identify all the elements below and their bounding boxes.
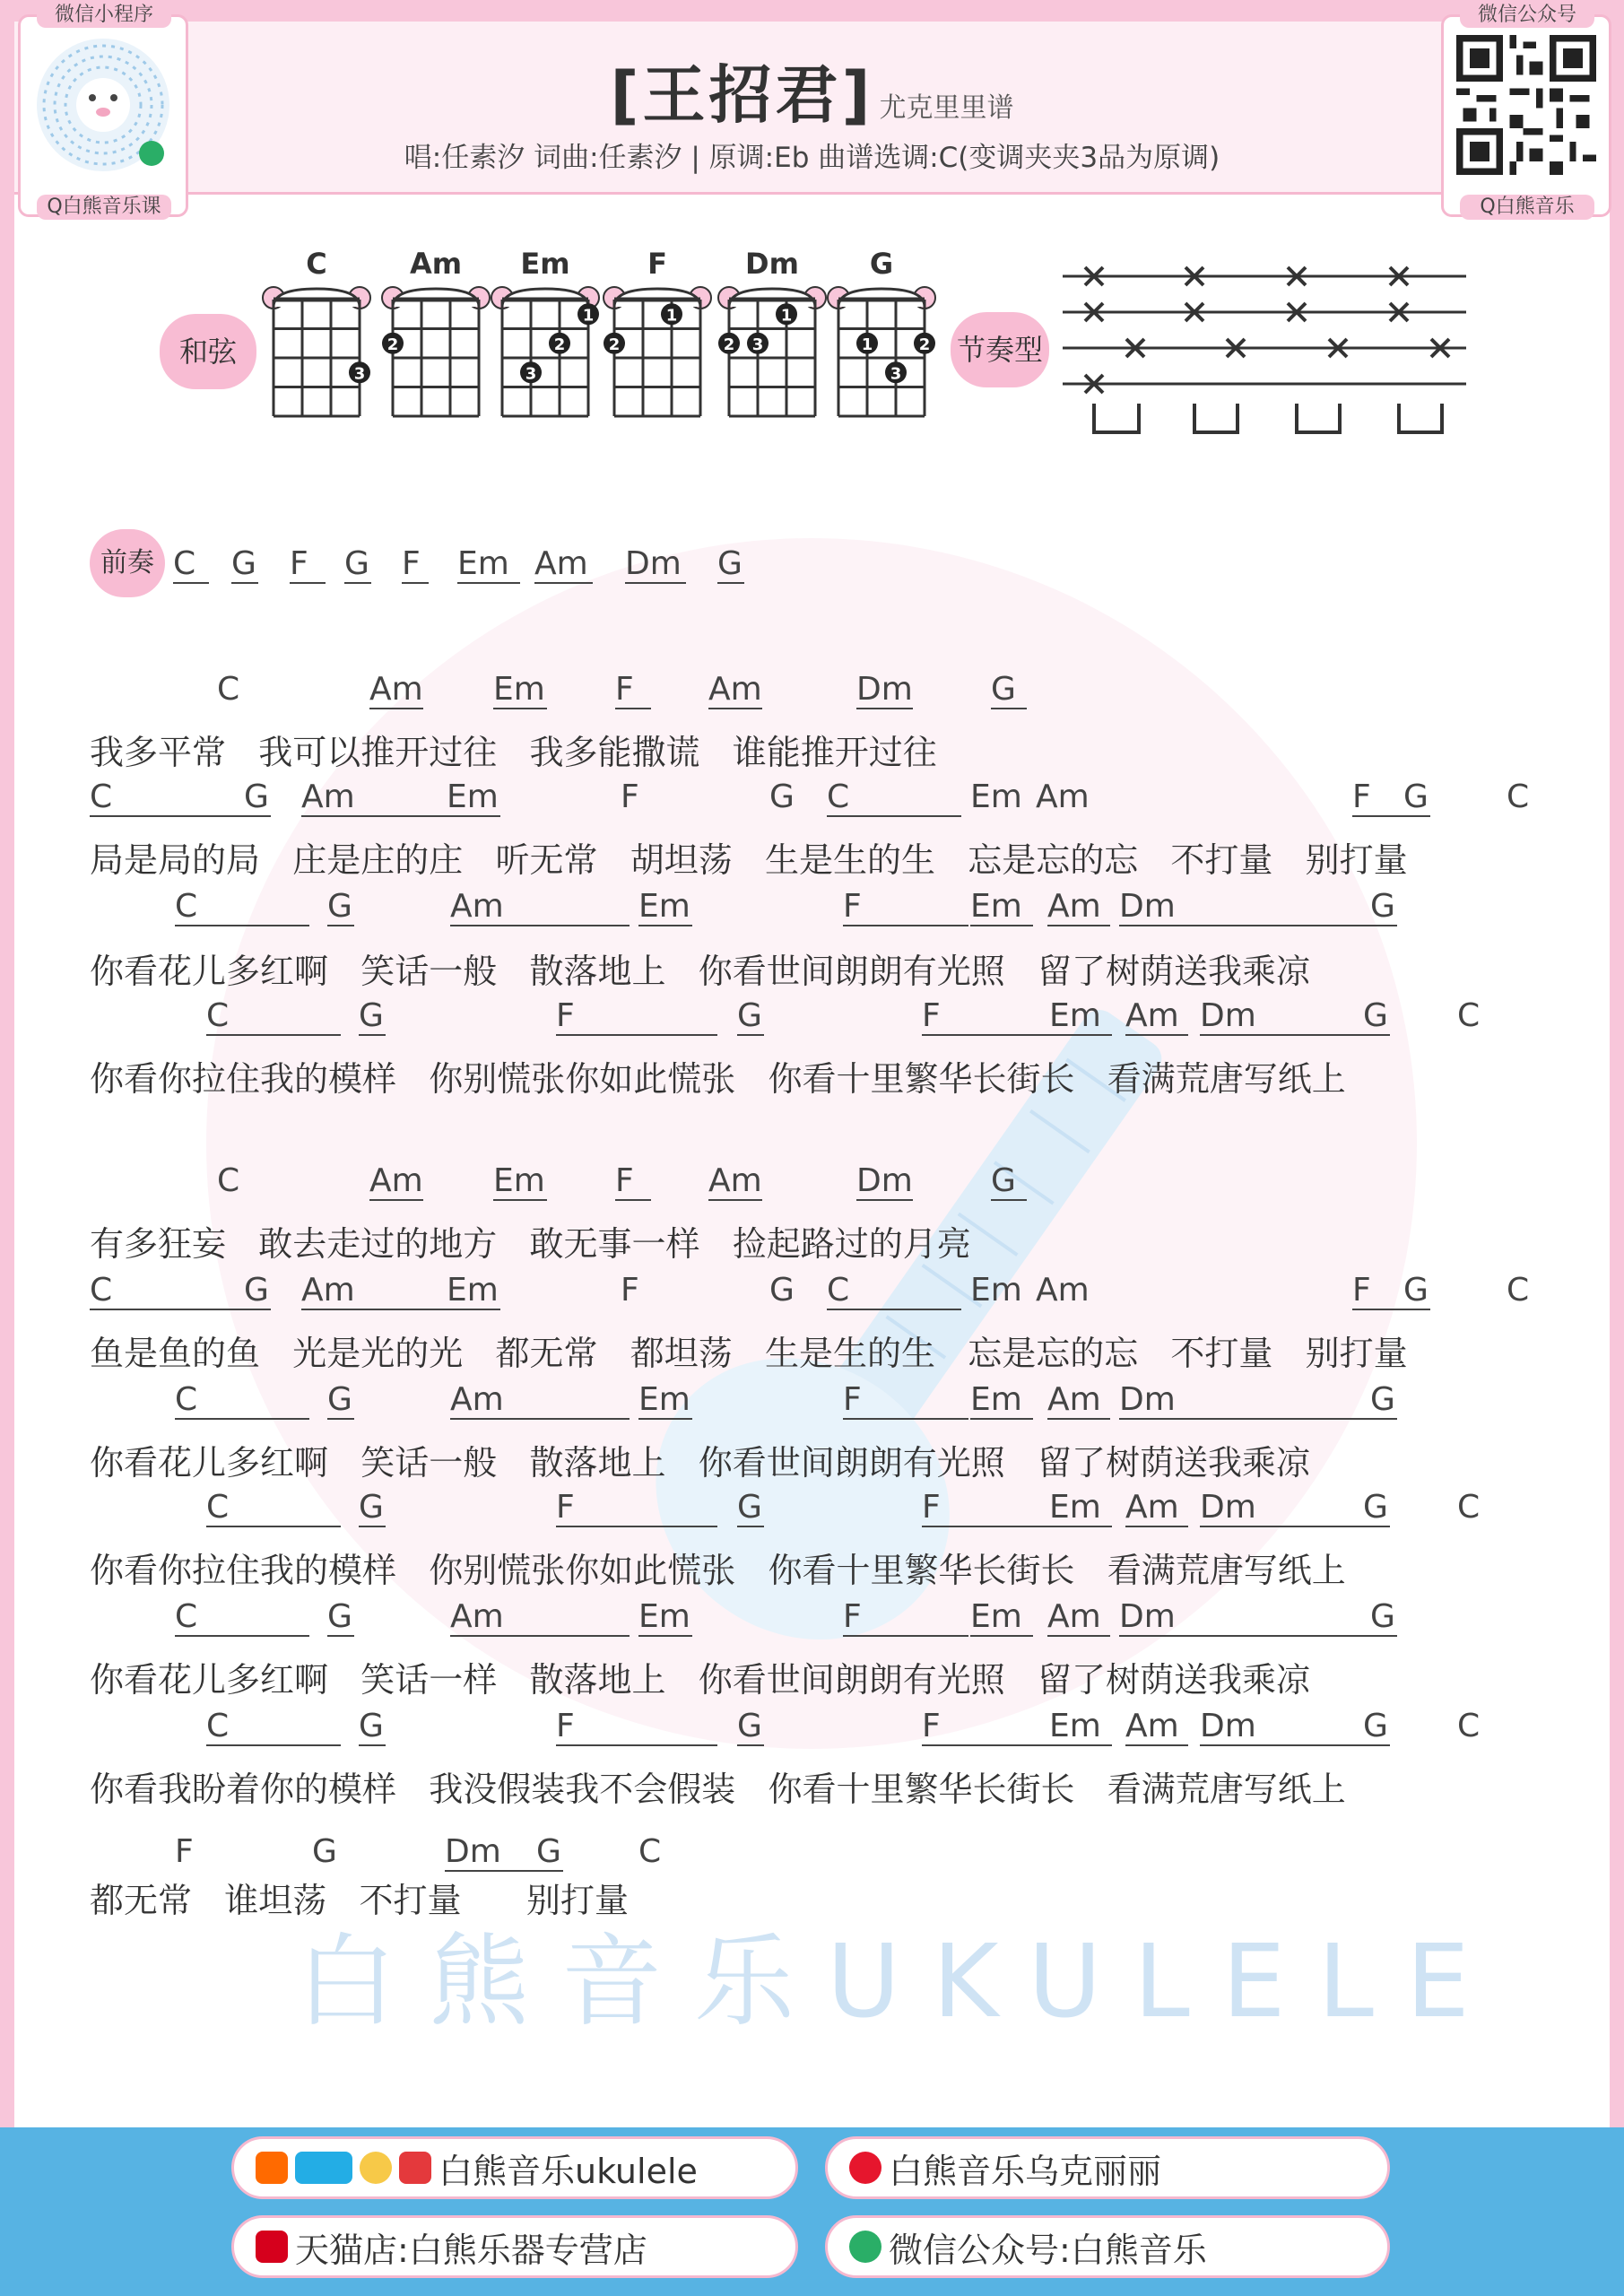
song-chord: G [1363, 1708, 1390, 1746]
chord-diagrams [260, 242, 942, 430]
svg-text:1: 1 [780, 306, 793, 326]
chord-row [0, 997, 1624, 1033]
left-border [0, 0, 14, 2135]
song-chord: G [737, 1708, 764, 1746]
song-chord: G [327, 1381, 354, 1420]
song-chord: G [244, 778, 271, 817]
qr-label-bottom: Q白熊音乐 [1460, 195, 1594, 220]
song-chord: F [843, 888, 968, 926]
chord-diagram-f [604, 247, 711, 416]
lyric-line: 都无常 谁坦荡 不打量 别打量 [90, 1881, 629, 1920]
lyric-line: 你看花儿多红啊 笑话一样 散落地上 你看世间朗朗有光照 留了树荫送我乘凉 [90, 1660, 1310, 1700]
song-chord: G [769, 1272, 795, 1309]
svg-text:2: 2 [918, 335, 931, 354]
song-chord: Dm [1119, 1598, 1370, 1637]
chord-name: G [869, 247, 894, 281]
lyric-line: 你看我盼着你的模样 我没假装我不会假装 你看十里繁华长街长 看满荒唐写纸上 [90, 1770, 1346, 1809]
song-chord: Em [638, 1381, 692, 1420]
song-chord: Am [450, 1598, 630, 1637]
song-chord: Am [369, 1162, 423, 1199]
song-chord: C [1507, 778, 1530, 815]
song-chord: F [556, 997, 717, 1036]
song-chord: Em [970, 778, 1022, 815]
weibo-icon [849, 2152, 881, 2184]
song-chord: C [1457, 1489, 1481, 1526]
song-chord: Em [493, 671, 547, 709]
chord-row [0, 778, 1624, 814]
song-chord: Em [447, 778, 500, 817]
svg-text:2: 2 [723, 335, 735, 354]
song-chord: G [737, 997, 764, 1036]
song-chord: F [621, 778, 639, 815]
svg-text:2: 2 [553, 335, 566, 354]
song-chord: Dm [1200, 997, 1388, 1036]
lyric-line: 你看花儿多红啊 笑话一般 散落地上 你看世间朗朗有光照 留了树荫送我乘凉 [90, 952, 1310, 991]
song-chord: C [206, 997, 341, 1036]
song-chord: Am [450, 888, 630, 926]
chord-name: C [306, 247, 327, 281]
chord-row [0, 1708, 1624, 1744]
song-chord: C [175, 888, 309, 926]
song-chord: Am [1125, 1708, 1188, 1746]
song-chord: Em [970, 1272, 1022, 1309]
song-chord: G [1370, 888, 1397, 926]
song-chord: C [827, 1272, 961, 1310]
song-chord: G [769, 778, 795, 815]
song-chord: F [1352, 778, 1424, 817]
chord-name: F [647, 247, 667, 281]
chord-name: Dm [745, 247, 799, 281]
song-chord: G [244, 1272, 271, 1310]
song-chord: G [327, 1598, 354, 1637]
song-chord: Dm [1119, 1381, 1370, 1420]
song-chord: Dm [445, 1833, 563, 1872]
tmall-icon [256, 2231, 288, 2263]
svg-text:3: 3 [890, 364, 902, 384]
song-chord: F [922, 1489, 1065, 1527]
song-chord: C [206, 1708, 341, 1746]
song-chord: Em [638, 1598, 692, 1637]
tmall-pill[interactable] [231, 2215, 798, 2278]
intro-chord: Em [457, 545, 520, 584]
song-chord: C [1507, 1272, 1530, 1309]
song-chord: F [621, 1272, 639, 1309]
platform-account-name: 白熊音乐ukulele [439, 2151, 698, 2191]
chord-name: Em [520, 247, 570, 281]
song-chord: G [359, 1708, 386, 1746]
song-chord: G [312, 1833, 337, 1870]
song-chord: Am [369, 671, 423, 708]
song-chord: Dm [856, 1162, 913, 1199]
song-chord: Am [708, 671, 762, 708]
chord-diagram-am [382, 247, 490, 416]
chord-row [0, 1489, 1624, 1525]
song-chord: Dm [1200, 1489, 1388, 1527]
chord-name: Am [409, 247, 463, 281]
intro-chord: F [290, 545, 326, 584]
chord-diagram-c [263, 247, 370, 416]
song-chord: C [206, 1489, 341, 1527]
xiaohongshu-icon [399, 2152, 431, 2184]
song-title: [王招君] [610, 58, 874, 132]
chord-row [0, 1162, 1624, 1198]
chord-row [0, 1272, 1624, 1308]
song-title-block [0, 45, 1624, 135]
song-chord: Em [447, 1272, 500, 1310]
song-chord: Em [1049, 1708, 1112, 1746]
intro-chords [0, 545, 1624, 581]
tmall-store-name: 天猫店:白熊乐器专营店 [295, 2230, 647, 2270]
svg-text:3: 3 [525, 364, 537, 384]
svg-text:1: 1 [582, 306, 595, 326]
taobao-icon [256, 2152, 288, 2184]
song-chord: Am [1036, 778, 1090, 815]
top-border [0, 0, 1624, 22]
song-chord: C [175, 1381, 309, 1420]
song-chord: Em [1049, 1489, 1112, 1527]
song-chord: Em [970, 1598, 1033, 1637]
song-chord: Em [638, 888, 692, 926]
lyric-line: 你看你拉住我的模样 你别慌张你如此慌张 你看十里繁华长街长 看满荒唐写纸上 [90, 1059, 1346, 1099]
lyric-line: 局是局的局 庄是庄的庄 听无常 胡坦荡 生是生的生 忘是忘的忘 不打量 别打量 [90, 840, 1408, 880]
song-chord: Am [301, 778, 463, 817]
song-title-suffix: 尤克里里谱 [879, 92, 1014, 124]
wechat-icon [849, 2231, 881, 2263]
chord-row [0, 1381, 1624, 1417]
song-chord: C [217, 1162, 240, 1199]
right-border [1610, 0, 1624, 2135]
lyric-line: 鱼是鱼的鱼 光是光的光 都无常 都坦荡 生是生的生 忘是忘的忘 不打量 别打量 [90, 1334, 1408, 1373]
intro-chord: G [344, 545, 371, 584]
song-chord: Am [708, 1162, 762, 1199]
intro-chord: F [402, 545, 429, 584]
song-chord: G [1363, 1489, 1390, 1527]
song-chord: Am [1125, 997, 1188, 1036]
svg-text:3: 3 [353, 364, 366, 384]
song-chord: F [922, 997, 1065, 1036]
song-chord: C [175, 1598, 309, 1637]
song-chord: G [1370, 1598, 1397, 1637]
song-chord: Am [1047, 1598, 1110, 1637]
qr-label-top: 微信公众号 [1460, 3, 1594, 28]
chord-diagram-g [828, 247, 935, 416]
song-chord: C [90, 1272, 269, 1310]
platform-pill[interactable] [231, 2136, 798, 2199]
chord-row [0, 1598, 1624, 1634]
song-chord: G [991, 1162, 1027, 1201]
song-chord: Dm [1119, 888, 1370, 926]
wechat-account-name: 微信公众号:白熊音乐 [889, 2230, 1207, 2270]
song-chord: G [991, 671, 1027, 709]
song-chord: C [827, 778, 961, 817]
song-credits: 唱:任素汐 词曲:任素汐 | 原调:Eb 曲谱选调:C(变调夹夹3品为原调) [404, 142, 1220, 174]
video-play-icon [360, 2152, 392, 2184]
intro-chord: Dm [625, 545, 686, 584]
chord-diagram-dm [718, 247, 826, 416]
qr-label-bottom: Q白熊音乐课 [37, 195, 171, 220]
svg-text:2: 2 [386, 335, 399, 354]
song-chord: Am [301, 1272, 463, 1310]
song-chord: Am [1036, 1272, 1090, 1309]
svg-text:1: 1 [665, 306, 678, 326]
song-chord: C [1457, 997, 1481, 1034]
song-chord: F [843, 1381, 968, 1420]
song-chord: G [536, 1833, 563, 1872]
intro-chord: G [717, 545, 744, 584]
song-chord: C [1457, 1708, 1481, 1744]
song-chord: F [615, 1162, 651, 1201]
chords-label: 和弦 [160, 314, 256, 389]
song-chord: F [556, 1489, 717, 1527]
song-chord: Dm [1200, 1708, 1388, 1746]
song-chord: Am [1125, 1489, 1188, 1527]
header-divider [14, 192, 1610, 195]
song-chord: F [556, 1708, 717, 1746]
song-chord: C [638, 1833, 662, 1870]
song-chord: Em [970, 1381, 1033, 1420]
song-chord: Em [970, 888, 1033, 926]
song-chord: F [1352, 1272, 1424, 1310]
song-chord: Dm [856, 671, 913, 708]
lyric-line: 你看你拉住我的模样 你别慌张你如此慌张 你看十里繁华长街长 看满荒唐写纸上 [90, 1551, 1346, 1590]
bilibili-icon [295, 2152, 352, 2184]
chord-row [0, 888, 1624, 924]
song-chord: Em [493, 1162, 547, 1201]
chord-row [0, 1833, 1624, 1869]
lyric-line: 有多狂妄 敢去走过的地方 敢无事一样 捡起路过的月亮 [90, 1224, 971, 1264]
song-chord: G [737, 1489, 764, 1527]
rhythm-label: 节奏型 [951, 312, 1049, 387]
lyric-line: 我多平常 我可以推开过往 我多能撒谎 谁能推开过往 [90, 733, 937, 772]
weibo-account-name: 白熊音乐乌克丽丽 [889, 2151, 1162, 2191]
song-chord: F [922, 1708, 1065, 1746]
wechat-pill[interactable] [825, 2215, 1390, 2278]
svg-text:3: 3 [751, 335, 764, 354]
song-chord: G [359, 1489, 386, 1527]
intro-label: 前奏 [90, 529, 165, 597]
weibo-pill[interactable] [825, 2136, 1390, 2199]
rhythm-pattern-diagram [1058, 251, 1471, 439]
song-chord: Am [1047, 888, 1110, 926]
intro-chord: Am [534, 545, 593, 584]
song-chord: G [359, 997, 386, 1036]
song-chord: G [1370, 1381, 1397, 1420]
qr-label-top: 微信小程序 [37, 3, 171, 28]
song-chord: Em [1049, 997, 1112, 1036]
svg-text:1: 1 [861, 335, 873, 354]
chord-row [0, 671, 1624, 707]
song-chord: F [843, 1598, 968, 1637]
song-chord: G [1363, 997, 1390, 1036]
song-chord: F [615, 671, 651, 709]
brand-watermark: 白熊音乐UKULELE [296, 1924, 1502, 2040]
song-chord: C [90, 778, 269, 817]
lyric-line: 你看花儿多红啊 笑话一般 散落地上 你看世间朗朗有光照 留了树荫送我乘凉 [90, 1443, 1310, 1483]
svg-text:2: 2 [608, 335, 621, 354]
intro-chord: C [173, 545, 209, 584]
intro-chord: G [231, 545, 258, 584]
song-chord: G [1403, 778, 1430, 817]
song-chord: G [1403, 1272, 1430, 1310]
song-chord: C [217, 671, 240, 708]
chord-diagram-em [491, 247, 599, 416]
song-chord: F [175, 1833, 194, 1870]
song-chord: Am [450, 1381, 630, 1420]
song-chord: Am [1047, 1381, 1110, 1420]
song-chord: G [327, 888, 354, 926]
